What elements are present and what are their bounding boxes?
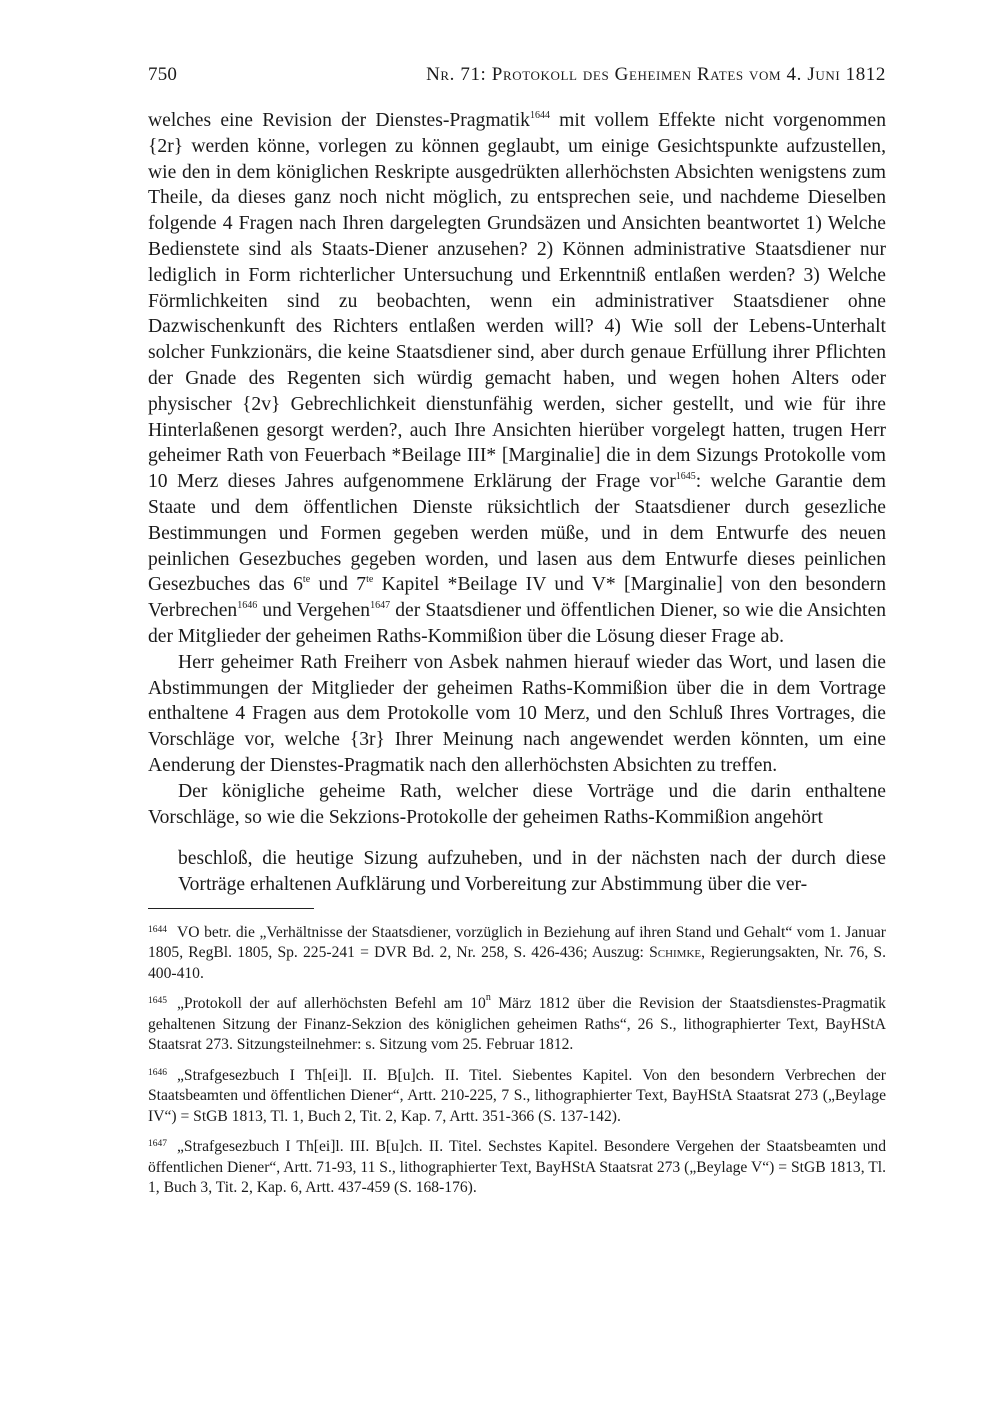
ordinal-suffix: te: [302, 574, 311, 586]
footnote-text: „Strafgesezbuch I Th[ei]l. II. B[u]ch. II. Titel. Siebentes Kapitel. Von den besondern Verbrechen der Staatsbeamten und öffentlichen Diener“, Artt. 210-225, 7 S., lithographierter Text, BayHStA Staatsrat 273 („Beylage IV“) = StGB 1813, Tl. 1, Buch 2, Tit. 2, Kap. 7, Artt. 351-366 (S. 137-142).: [148, 1066, 886, 1125]
text-segment: und Vergehen: [257, 600, 371, 622]
running-head: [148, 64, 886, 86]
text-segment: der Staatsdiener und öffentlichen Diener, so wie die Ansichten der Mitglieder der geheimen Raths-Kommißion über die Lösung dieser Frage ab.: [148, 600, 886, 647]
footnote-author: Schimke: [649, 944, 702, 962]
resolution-paragraph: beschloß, die heutige Sizung aufzuheben, und in der nächsten nach der durch diese Vorträge erhaltenen Aufklärung und Vorbereitung zur Abstimmung über die ver-: [178, 848, 886, 896]
text-segment: welches eine Revision der Dienstes-Pragmatik: [148, 110, 530, 131]
paragraph-3: Der königliche geheime Rath, welcher diese Vorträge und die darin enthaltene Vorschläge, so wie die Sekzions-Protokolle der geheimen Raths-Kommißion angehört: [148, 780, 886, 828]
footnote-number: 1644: [148, 924, 167, 935]
ordinal-suffix: n: [485, 992, 491, 1004]
text-segment: mit vollem Effekte nicht vorgenommen {2r} werden könne, vorlegen zu können geglaubt, um einige Gesichtspunkte aufzustellen, wie den in dem königlichen Reskripte ausgedrükten allerhöchsten Absichten wenigstens zum Theile, da dieses ganz noch nicht möglich, zu entsprechen seie, und nachdeme Dieselben folgende 4 Fragen nach Ihren dargelegten Grundsäzen und Ansichten beantwortet 1) Welche Bedienstete sind als Staats-Diener anzusehen? 2) Können administrative Staatsdiener nur lediglich in Form richterlicher Untersuchung und Erkenntniß entlaßen werden? 3) Welche Förmlichkeiten sind zu beobachten, wenn ein administrativer Staatsdiener ohne Dazwischenkunft des Richters entlaßen werden will? 4) Wie soll der Lebens-Unterhalt solcher Funkzionärs, die keine Staatsdiener sind, aber durch genaue Erfüllung ihrer Pflichten der Gnade des Regenten sich würdig gemacht haben, und wegen hohen Alters oder physischer {2v} Gebrechlichkeit dienstunfähig werden, sicher gestellt, und wie für ihre Hinterlaßenen gesorgt werden?, auch Ihre Ansichten hierüber vorgelegt hatten, trugen Herr geheimer Rath von Feuerbach *Beilage III* [Marginalie] die in dem Sizungs Protokolle vom 10 Merz dieses Jahres aufgenommene Erklärung der Frage vor: [148, 110, 886, 493]
footnote-text: „Protokoll der auf allerhöchsten Befehl am 10: [177, 995, 486, 1013]
footnote-ref-1644[interactable]: 1644: [529, 110, 550, 121]
main-text: [148, 108, 886, 898]
footnote-divider: [148, 908, 314, 909]
footnote-ref-1646[interactable]: 1646: [237, 600, 258, 612]
page-number: 750: [148, 64, 178, 85]
paragraph-2: Herr geheimer Rath Freiherr von Asbek nahmen hierauf wieder das Wort, und lasen die Abstimmungen der Mitglieder der geheimen Raths-Kommißion über die in dem Vortrage enthaltene 4 Fragen aus dem Protokolle vom 10 Merz, und den Schluß Ihres Vortrages, die Vorschläge vor, welche {3r} Ihrer Meinung nach angewendet werden könnten, um eine Aenderung der Dienstes-Pragmatik nach den allerhöchsten Absichten zu treffen.: [148, 651, 886, 776]
footnote-ref-1647[interactable]: 1647: [370, 600, 391, 612]
footnote-1645: [148, 994, 886, 1056]
footnotes: [148, 923, 886, 1199]
footnote-number: 1645: [148, 996, 167, 1007]
document-page: [148, 64, 886, 1209]
text-segment: und 7: [310, 574, 367, 596]
footnote-text: VO betr. die „Verhältnisse der Staatsdiener, vorzüglich in Beziehung auf ihren Stand und Gehalt“ vom 1. Januar 1805, RegBl. 1805, Sp. 225-241 = DVR Bd. 2, Nr. 258, S. 426-436; Auszug:: [148, 923, 886, 962]
running-title: Nr. 71: Protokoll des Geheimen Rates vom 4. Juni 1812: [426, 64, 886, 85]
footnote-1646: [148, 1066, 886, 1128]
footnote-ref-1645[interactable]: 1645: [675, 471, 696, 483]
paragraph-1: [148, 108, 886, 650]
text-segment: Kapitel *Beilage IV und V* [Marginalie] von den besondern Verbrechen: [148, 574, 887, 622]
footnote-number: 1647: [148, 1139, 167, 1150]
footnote-text: März 1812 über die Revision der Staatsdienstes-Pragmatik gehaltenen Sitzung der Finanz-Sekzion des königlichen geheimen Raths“, 26 S., lithographierter Text, BayHStA Staatsrat 273. Sitzungsteilnehmer: s. Sitzung vom 25. Februar 1812.: [148, 995, 886, 1054]
footnote-number: 1646: [148, 1067, 167, 1078]
footnote-1647: [148, 1137, 886, 1199]
ordinal-suffix: te: [366, 574, 374, 586]
footnote-1644: [148, 923, 886, 985]
footnote-text: „Strafgesezbuch I Th[ei]l. III. B[u]ch. II. Titel. Sechstes Kapitel. Besondere Vergehen der Staatsbeamten und öffentlichen Diener“, Artt. 71-93, 11 S., lithographierter Text, BayHStA Staatsrat 273 („Beylage V“) = StGB 1813, Tl. 1, Buch 3, Tit. 2, Kap. 6, Artt. 437-459 (S. 168-176).: [148, 1138, 886, 1197]
text-segment: : welche Garantie dem Staate und dem öffentlichen Dienste rüksichtlich der Staatsdiener durch gesezliche Bestimmungen und Formen gegeben werden müße, und in dem Entwurfe des neuen peinlichen Gesezbuches gegeben worden, und lasen aus dem Entwurfe dieses peinlichen Gesezbuches das 6: [148, 471, 886, 596]
footnote-text: , Regierungsakten, Nr. 76, S. 400-410.: [148, 944, 886, 982]
